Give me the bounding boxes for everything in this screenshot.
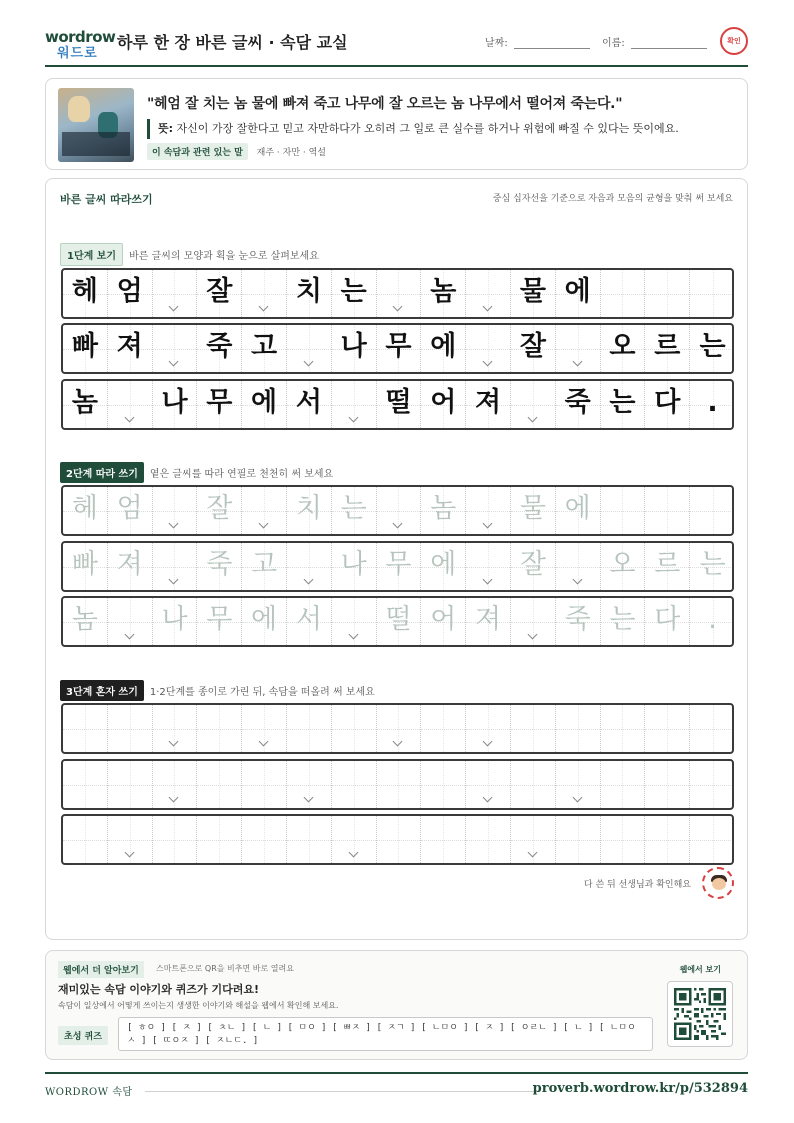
grid-cell <box>690 381 734 428</box>
qr-code-icon[interactable] <box>667 981 733 1047</box>
name-field[interactable] <box>602 34 707 49</box>
grid-cell <box>197 325 242 372</box>
grid-cell[interactable] <box>242 598 287 645</box>
grid-cell[interactable] <box>197 816 242 863</box>
grid-character: 져 <box>116 331 143 362</box>
grid-cell[interactable] <box>511 705 556 752</box>
grid-cell <box>287 325 332 372</box>
grid-cell[interactable] <box>690 487 734 534</box>
stage3-badge: 3단계 혼자 쓰기 <box>60 680 144 701</box>
grid-cell[interactable] <box>601 598 646 645</box>
grid-character: 무 <box>385 549 412 580</box>
grid-cell <box>377 325 422 372</box>
web-hint: 스마트폰으로 QR을 비추면 바로 열려요 <box>156 964 294 973</box>
space-mark-icon <box>304 361 314 367</box>
grid-cell[interactable] <box>108 705 153 752</box>
grid-character: 다 <box>654 604 681 635</box>
grid-cell <box>466 270 511 317</box>
grid-cell[interactable] <box>332 487 377 534</box>
grid-cell <box>242 270 287 317</box>
grid-character: 빠 <box>71 549 98 580</box>
grid-cell <box>332 381 377 428</box>
logo-korean: 워드로 <box>57 46 98 61</box>
space-mark-icon <box>259 523 269 529</box>
footer-divider <box>145 1091 536 1092</box>
grid-character: . <box>707 387 718 418</box>
grid-character: 나 <box>161 604 188 635</box>
grid-cell <box>287 381 332 428</box>
grid-cell[interactable] <box>153 761 198 808</box>
grid-cell <box>511 270 556 317</box>
grid-cell[interactable] <box>466 761 511 808</box>
grid-character: 치 <box>295 493 322 524</box>
grid-cell[interactable] <box>421 816 466 863</box>
grid-character: 죽 <box>564 387 591 418</box>
space-mark-icon <box>393 741 403 747</box>
grid-character: 놈 <box>430 276 457 307</box>
grid-cell[interactable] <box>287 598 332 645</box>
grid-cell[interactable] <box>511 487 556 534</box>
stage3-label <box>60 680 375 701</box>
grid-cell <box>242 325 287 372</box>
grid-character: 나 <box>161 387 188 418</box>
grid-cell[interactable] <box>645 543 690 590</box>
grid-character: 잘 <box>519 549 546 580</box>
grid-character: 져 <box>116 549 143 580</box>
grid-character: 놈 <box>71 387 98 418</box>
grid-cell <box>645 270 690 317</box>
space-mark-icon <box>573 361 583 367</box>
grid-character: 에 <box>564 493 591 524</box>
space-mark-icon <box>259 741 269 747</box>
related-list: 재주 · 자만 · 역설 <box>256 148 326 158</box>
grid-character: . <box>708 604 717 635</box>
grid-character: 에 <box>430 331 457 362</box>
grid-cell[interactable] <box>153 543 198 590</box>
grid-cell <box>153 325 198 372</box>
grid-character: 는 <box>609 604 636 635</box>
grid-cell[interactable] <box>690 543 734 590</box>
grid-cell[interactable] <box>242 705 287 752</box>
grid-character: 무 <box>206 604 233 635</box>
grid-cell[interactable] <box>601 761 646 808</box>
grid-cell[interactable] <box>332 705 377 752</box>
grid-cell <box>690 270 734 317</box>
grid-character: 물 <box>519 493 546 524</box>
grid-cell[interactable] <box>556 705 601 752</box>
grid-cell[interactable] <box>466 598 511 645</box>
stage3-hint: 1·2단계를 종이로 가린 뒤, 속담을 떠올려 써 보세요 <box>149 687 375 698</box>
grid-cell <box>153 381 198 428</box>
meaning-text: 자신이 가장 잘한다고 믿고 자만하다가 오히려 그 일로 큰 실수를 하거나 위험에 빠질 수 있다는 뜻이에요. <box>176 122 679 135</box>
grid-cell[interactable] <box>287 543 332 590</box>
grid-cell[interactable] <box>601 816 646 863</box>
grid-cell[interactable] <box>556 543 601 590</box>
space-mark-icon <box>483 797 493 803</box>
grid-cell <box>421 325 466 372</box>
grid-cell[interactable] <box>511 761 556 808</box>
grid-cell[interactable] <box>63 816 108 863</box>
grid-cell[interactable] <box>197 761 242 808</box>
grid-cell <box>511 381 556 428</box>
grid-cell[interactable] <box>421 487 466 534</box>
grid-cell[interactable] <box>153 705 198 752</box>
grid-character: 헤 <box>71 493 98 524</box>
grid-character: 어 <box>430 604 457 635</box>
grid-cell[interactable] <box>108 761 153 808</box>
grid-character: 무 <box>206 387 233 418</box>
grid-cell[interactable] <box>377 816 422 863</box>
space-mark-icon <box>483 306 493 312</box>
stage1-badge: 1단계 보기 <box>60 243 123 266</box>
grid-cell <box>601 325 646 372</box>
grid-cell[interactable] <box>242 543 287 590</box>
proverb-card <box>45 78 748 170</box>
grid-cell[interactable] <box>690 705 734 752</box>
grid-cell <box>332 270 377 317</box>
grid-cell[interactable] <box>63 598 108 645</box>
web-section <box>45 950 748 1060</box>
check-seal-icon <box>720 27 748 55</box>
grid-character: 죽 <box>206 549 233 580</box>
grid-cell[interactable] <box>421 543 466 590</box>
grid-character: 르 <box>654 549 681 580</box>
stage1-row-3 <box>61 379 734 430</box>
grid-cell[interactable] <box>377 598 422 645</box>
grid-cell[interactable] <box>197 543 242 590</box>
stage2-label <box>60 462 333 483</box>
space-mark-icon <box>483 361 493 367</box>
grid-character: 떨 <box>385 387 412 418</box>
space-mark-icon <box>483 523 493 529</box>
grid-cell[interactable] <box>466 816 511 863</box>
grid-cell[interactable] <box>601 487 646 534</box>
space-mark-icon <box>573 579 583 585</box>
grid-character: 는 <box>699 331 726 362</box>
grid-character: 는 <box>340 493 367 524</box>
grid-character: 놈 <box>71 604 98 635</box>
name-line[interactable] <box>631 48 707 49</box>
grid-cell[interactable] <box>421 598 466 645</box>
grid-cell <box>63 270 108 317</box>
grid-cell[interactable] <box>63 487 108 534</box>
space-mark-icon <box>304 579 314 585</box>
grid-cell <box>287 270 332 317</box>
grid-cell[interactable] <box>690 816 734 863</box>
space-mark-icon <box>169 306 179 312</box>
grid-cell <box>556 381 601 428</box>
web-description: 속담이 일상에서 어떻게 쓰이는지 생생한 이야기와 해설을 웹에서 확인해 보세요. <box>58 1001 339 1010</box>
grid-cell[interactable] <box>511 816 556 863</box>
grid-cell[interactable] <box>287 705 332 752</box>
grid-cell[interactable] <box>287 487 332 534</box>
grid-cell <box>556 270 601 317</box>
space-mark-icon <box>528 852 538 858</box>
date-label: 날짜: <box>485 38 508 49</box>
space-mark-icon <box>393 523 403 529</box>
space-mark-icon <box>483 579 493 585</box>
grid-cell <box>197 381 242 428</box>
grid-character: 엄 <box>116 276 143 307</box>
stage3-row-3[interactable] <box>61 814 734 865</box>
grid-cell <box>601 270 646 317</box>
wordrow-logo <box>45 28 116 61</box>
space-mark-icon <box>169 579 179 585</box>
grid-cell <box>242 381 287 428</box>
proverb-text: "헤엄 잘 치는 놈 물에 빠져 죽고 나무에 잘 오르는 놈 나무에서 떨어져 죽는다." <box>147 96 623 112</box>
grid-cell[interactable] <box>153 816 198 863</box>
grid-cell <box>645 381 690 428</box>
space-mark-icon <box>169 361 179 367</box>
space-mark-icon <box>528 634 538 640</box>
grid-cell[interactable] <box>197 705 242 752</box>
check-note: 다 쓴 뒤 선생님과 확인해요 <box>583 880 691 890</box>
footer-brand: WORDROW 속담 <box>45 1087 133 1098</box>
grid-cell <box>421 270 466 317</box>
space-mark-icon <box>393 306 403 312</box>
stage2-row-2[interactable] <box>61 541 734 592</box>
space-mark-icon <box>169 797 179 803</box>
grid-cell[interactable] <box>332 761 377 808</box>
page-header <box>45 22 748 67</box>
grid-cell[interactable] <box>556 598 601 645</box>
grid-character: 에 <box>251 604 278 635</box>
stage2-row-3[interactable] <box>61 596 734 647</box>
grid-cell <box>690 325 734 372</box>
grid-cell[interactable] <box>511 598 556 645</box>
grid-character: 는 <box>609 387 636 418</box>
grid-cell[interactable] <box>556 816 601 863</box>
grid-cell[interactable] <box>287 761 332 808</box>
space-mark-icon <box>349 417 359 423</box>
grid-cell <box>466 381 511 428</box>
related-tag: 이 속담과 관련 있는 말 <box>147 143 248 160</box>
grid-cell[interactable] <box>645 705 690 752</box>
meaning-prefix: 뜻: <box>158 122 174 135</box>
teacher-stamp-icon <box>702 867 734 899</box>
grid-character: 고 <box>251 549 278 580</box>
grid-cell <box>63 325 108 372</box>
stage1-hint: 바른 글씨의 모양과 획을 눈으로 살펴보세요 <box>129 251 319 262</box>
grid-character: 나 <box>340 549 367 580</box>
grid-cell[interactable] <box>377 487 422 534</box>
proverb-meaning <box>147 119 679 139</box>
grid-cell[interactable] <box>153 487 198 534</box>
stage2-badge: 2단계 따라 쓰기 <box>60 462 144 483</box>
grid-cell[interactable] <box>287 816 332 863</box>
grid-cell[interactable] <box>63 705 108 752</box>
grid-character: 서 <box>295 604 322 635</box>
grid-cell <box>421 381 466 428</box>
stage1-row-1 <box>61 268 734 319</box>
grid-character: 무 <box>385 331 412 362</box>
grid-character: 잘 <box>206 276 233 307</box>
grid-character: 다 <box>654 387 681 418</box>
practice-tip: 중심 십자선을 기준으로 자음과 모음의 균형을 맞춰 써 보세요 <box>492 194 733 204</box>
grid-cell <box>377 381 422 428</box>
grid-character: 고 <box>251 331 278 362</box>
grid-character: 는 <box>699 549 726 580</box>
space-mark-icon <box>169 523 179 529</box>
grid-cell[interactable] <box>511 543 556 590</box>
stage3-row-1[interactable] <box>61 703 734 754</box>
grid-cell[interactable] <box>242 816 287 863</box>
stage2-row-1[interactable] <box>61 485 734 536</box>
qr-title: 웹에서 보기 <box>679 965 721 974</box>
grid-cell[interactable] <box>556 761 601 808</box>
space-mark-icon <box>483 741 493 747</box>
grid-cell[interactable] <box>466 705 511 752</box>
chosung-quiz: [ ㅎㅇ ] [ ㅈ ] [ ㅊㄴ ] [ ㄴ ] [ ㅁㅇ ] [ ㅃㅈ ] [ ㅈㄱ ] [ ㄴㅁㅇ ] [ ㅈ ] [ ㅇㄹㄴ ] [ ㄴ ] [ ㄴㅁㅇㅅ ] [ ㄸㅇㅈ ] [ ㅈㄴㄷ. ] <box>118 1017 653 1051</box>
stage2-hint: 옅은 글씨를 따라 연필로 천천히 써 보세요 <box>149 469 334 480</box>
grid-cell[interactable] <box>108 543 153 590</box>
grid-cell <box>645 325 690 372</box>
grid-character: 에 <box>251 387 278 418</box>
practice-title: 바른 글씨 따라쓰기 <box>60 193 153 206</box>
grid-cell[interactable] <box>377 761 422 808</box>
grid-character: 엄 <box>116 493 143 524</box>
grid-cell <box>466 325 511 372</box>
grid-cell[interactable] <box>690 598 734 645</box>
grid-cell <box>511 325 556 372</box>
logo-wordmark: wordrow <box>45 28 116 46</box>
date-field[interactable] <box>485 34 590 49</box>
grid-character: 떨 <box>385 604 412 635</box>
grid-cell[interactable] <box>63 543 108 590</box>
grid-character: 오 <box>609 331 636 362</box>
grid-cell[interactable] <box>242 487 287 534</box>
grid-cell[interactable] <box>108 487 153 534</box>
page-footer <box>45 1072 748 1102</box>
grid-cell[interactable] <box>242 761 287 808</box>
grid-cell[interactable] <box>153 598 198 645</box>
grid-cell <box>332 325 377 372</box>
grid-cell[interactable] <box>601 543 646 590</box>
grid-cell[interactable] <box>466 543 511 590</box>
grid-cell <box>63 381 108 428</box>
related-words <box>147 143 326 160</box>
grid-cell[interactable] <box>63 761 108 808</box>
grid-character: 죽 <box>564 604 591 635</box>
stage1-row-2 <box>61 323 734 374</box>
grid-character: 서 <box>295 387 322 418</box>
grid-cell[interactable] <box>108 816 153 863</box>
space-mark-icon <box>169 741 179 747</box>
space-mark-icon <box>125 852 135 858</box>
stage3-row-2[interactable] <box>61 759 734 810</box>
space-mark-icon <box>304 797 314 803</box>
proverb-illustration <box>58 88 134 162</box>
space-mark-icon <box>528 417 538 423</box>
grid-cell[interactable] <box>645 761 690 808</box>
grid-cell[interactable] <box>332 816 377 863</box>
grid-cell[interactable] <box>377 705 422 752</box>
page-title: 하루 한 장 바른 글씨 · 속담 교실 <box>117 33 348 52</box>
grid-cell[interactable] <box>690 761 734 808</box>
grid-cell[interactable] <box>421 761 466 808</box>
grid-cell[interactable] <box>645 487 690 534</box>
grid-character: 잘 <box>206 493 233 524</box>
grid-character: 놈 <box>430 493 457 524</box>
grid-character: 에 <box>430 549 457 580</box>
footer-url[interactable]: proverb.wordrow.kr/p/532894 <box>532 1081 748 1096</box>
quiz-label: 초성 퀴즈 <box>58 1026 108 1045</box>
web-headline: 재미있는 속담 이야기와 퀴즈가 기다려요! <box>58 983 259 996</box>
seal-text: 확인 <box>727 37 741 45</box>
date-line[interactable] <box>514 48 590 49</box>
grid-cell[interactable] <box>197 487 242 534</box>
grid-cell <box>108 325 153 372</box>
grid-cell[interactable] <box>108 598 153 645</box>
grid-cell[interactable] <box>421 705 466 752</box>
grid-character: 에 <box>564 276 591 307</box>
grid-cell <box>108 270 153 317</box>
grid-character: 어 <box>430 387 457 418</box>
grid-cell[interactable] <box>377 543 422 590</box>
grid-cell[interactable] <box>332 598 377 645</box>
grid-character: 물 <box>519 276 546 307</box>
grid-cell[interactable] <box>601 705 646 752</box>
grid-cell[interactable] <box>332 543 377 590</box>
grid-cell <box>377 270 422 317</box>
grid-character: 는 <box>340 276 367 307</box>
space-mark-icon <box>573 797 583 803</box>
grid-character: 빠 <box>71 331 98 362</box>
grid-character: 나 <box>340 331 367 362</box>
space-mark-icon <box>349 634 359 640</box>
name-label: 이름: <box>602 38 625 49</box>
grid-character: 져 <box>475 604 502 635</box>
space-mark-icon <box>259 306 269 312</box>
web-tag: 웹에서 더 알아보기 <box>58 961 144 978</box>
grid-cell <box>153 270 198 317</box>
grid-cell <box>108 381 153 428</box>
grid-character: 르 <box>654 331 681 362</box>
space-mark-icon <box>349 852 359 858</box>
grid-character: 오 <box>609 549 636 580</box>
grid-character: 져 <box>475 387 502 418</box>
grid-cell[interactable] <box>197 598 242 645</box>
space-mark-icon <box>125 417 135 423</box>
stage1-label <box>60 243 319 266</box>
grid-character: 죽 <box>206 331 233 362</box>
space-mark-icon <box>125 634 135 640</box>
grid-character: 헤 <box>71 276 98 307</box>
grid-cell <box>556 325 601 372</box>
practice-panel <box>45 178 748 940</box>
grid-cell[interactable] <box>556 487 601 534</box>
grid-character: 치 <box>295 276 322 307</box>
grid-cell[interactable] <box>466 487 511 534</box>
grid-cell[interactable] <box>645 598 690 645</box>
grid-character: 잘 <box>519 331 546 362</box>
grid-cell[interactable] <box>645 816 690 863</box>
grid-cell <box>197 270 242 317</box>
grid-cell <box>601 381 646 428</box>
